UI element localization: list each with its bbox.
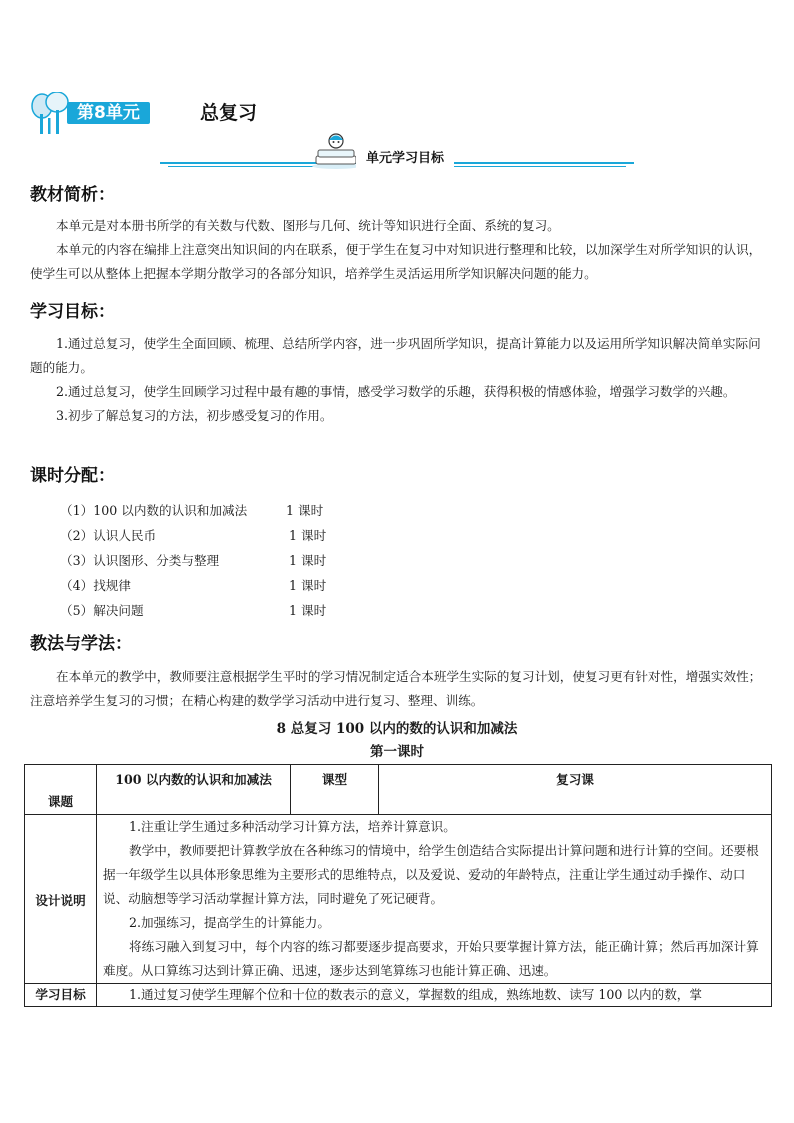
schedule-item-hours: 1 课时 <box>289 578 327 593</box>
design-paragraph: 2.加强练习，提高学生的计算能力。 <box>129 915 330 930</box>
schedule-item-name: （4）找规律 <box>60 578 131 593</box>
table-row <box>25 984 772 1007</box>
section-banner <box>160 132 634 174</box>
design-paragraph: 将练习融入到复习中，每个内容的练习都要逐步提高要求，开始只要掌握计算方法，能正确计算；然后再加深计算难度。从口算练习达到计算正确、迅速，逐步达到笔算练习也能计算正确、迅速。 <box>103 939 759 978</box>
schedule-item-name: （3）认识图形、分类与整理 <box>60 553 220 568</box>
design-label: 设计说明 <box>25 815 97 984</box>
materials-paragraph: 本单元是对本册书所学的有关数与代数、图形与几何、统计等知识进行全面、系统的复习。 <box>56 218 560 233</box>
tree-icon <box>30 92 70 136</box>
methods-body <box>30 665 770 713</box>
type-label: 课型 <box>291 765 379 815</box>
schedule-item-hours: 1 课时 <box>289 603 327 618</box>
unit-title: 总复习 <box>200 102 258 124</box>
schedule-item <box>30 598 770 623</box>
schedule-item-hours: 1 课时 <box>286 503 324 518</box>
goals-body <box>30 332 770 428</box>
topic-label: 课题 <box>25 765 97 815</box>
schedule-item <box>30 573 770 598</box>
lesson-title: 8 总复习 100 以内的数的认识和加减法 <box>276 721 518 737</box>
table-row <box>25 815 772 984</box>
goal-item: 3.初步了解总复习的方法，初步感受复习的作用。 <box>56 408 333 423</box>
schedule-heading: 课时分配： <box>30 466 115 486</box>
banner-label: 单元学习目标 <box>356 150 454 168</box>
topic-value: 100 以内数的认识和加减法 <box>97 765 291 815</box>
materials-body <box>30 214 770 286</box>
type-value: 复习课 <box>379 765 772 815</box>
goals-heading: 学习目标： <box>30 302 115 322</box>
goal-content: 1.通过复习使学生理解个位和十位的数表示的意义，掌握数的组成，熟练地数、读写 100 以内的数，掌 <box>97 984 772 1007</box>
goal-item: 1.通过总复习，使学生全面回顾、梳理、总结所学内容，进一步巩固所学知识，提高计算能力以及运用所学知识解决简单实际问题的能力。 <box>30 336 761 375</box>
schedule-item-hours: 1 课时 <box>289 553 327 568</box>
table-row <box>25 765 772 815</box>
goal-label: 学习目标 <box>25 984 97 1007</box>
unit-header <box>30 92 330 136</box>
schedule-item <box>30 498 770 523</box>
methods-paragraph: 在本单元的教学中，教师要注意根据学生平时的学习情况制定适合本班学生实际的复习计划，使复习更有针对性，增强实效性；注意培养学生复习的习惯；在精心构建的数学学习活动中进行复习、整理、训练。 <box>30 669 762 708</box>
schedule-item-name: （1）100 以内数的认识和加减法 <box>60 503 248 518</box>
methods-heading: 教法与学法： <box>30 634 132 654</box>
materials-paragraph: 本单元的内容在编排上注意突出知识间的内在联系，便于学生在复习中对知识进行整理和比较，以加深学生对所学知识的认识，使学生可以从整体上把握本学期分散学习的各部分知识，培养学生灵活运用所学知识解决问题的能力。 <box>30 242 762 281</box>
schedule-item <box>30 548 770 573</box>
schedule-item-hours: 1 课时 <box>289 528 327 543</box>
lesson-table <box>24 764 772 1007</box>
schedule-item-name: （5）解决问题 <box>60 603 144 618</box>
design-paragraph: 1.注重让学生通过多种活动学习计算方法，培养计算意识。 <box>129 819 456 834</box>
design-content <box>97 815 772 984</box>
design-paragraph: 教学中，教师要把计算教学放在各种练习的情境中，给学生创造结合实际提出计算问题和进行计算的空间。还要根据一年级学生以具体形象思维为主要形式的思维特点，以及爱说、爱动的年龄特点，注重让学生通过动手操作、动口说、动脑想等学习活动掌握计算方法，同时避免了死记硬背。 <box>103 843 759 906</box>
schedule-item <box>30 523 770 548</box>
goal-item: 2.通过总复习，使学生回顾学习过程中最有趣的事情，感受学习数学的乐趣，获得积极的情感体验，增强学习数学的兴趣。 <box>56 384 736 399</box>
unit-badge: 第8单元 <box>67 102 150 124</box>
schedule-item-name: （2）认识人民币 <box>60 528 157 543</box>
materials-heading: 教材简析： <box>30 185 115 205</box>
lesson-subtitle: 第一课时 <box>370 744 424 760</box>
schedule-list <box>30 498 770 623</box>
